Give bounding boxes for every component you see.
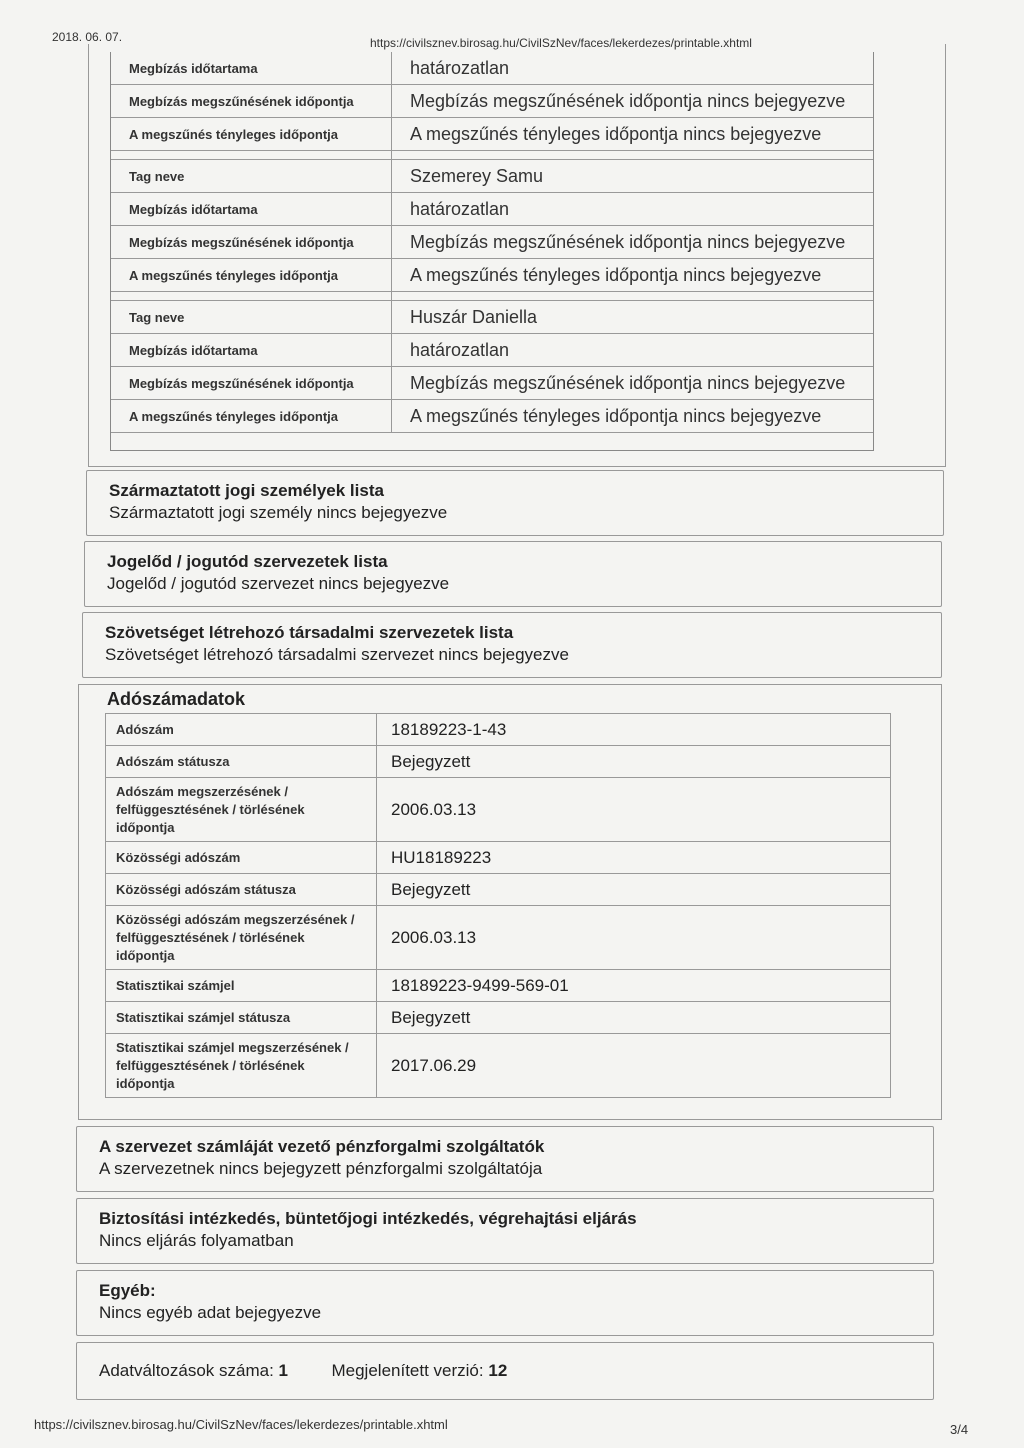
- row-value: 2017.06.29: [377, 1034, 891, 1098]
- table-row: [111, 52, 873, 85]
- print-date: 2018. 06. 07.: [52, 30, 123, 44]
- measures-section: [76, 1198, 934, 1264]
- changes-label: Adatváltozások száma:: [99, 1361, 274, 1380]
- row-value: 18189223-9499-569-01: [377, 970, 891, 1002]
- section-title: Jogelőd / jogutód szervezetek lista: [107, 552, 388, 571]
- section-body: Szövetséget létrehozó társadalmi szervezet nincs bejegyezve: [105, 645, 569, 664]
- row-label: Közösségi adószám megszerzésének / felfüggesztésének / törlésének időpontja: [106, 906, 377, 970]
- tax-data-section: [78, 684, 942, 1120]
- row-value: Bejegyzett: [377, 746, 891, 778]
- row-label: Megbízás időtartama: [111, 52, 392, 85]
- row-label: Statisztikai számjel: [106, 970, 377, 1002]
- table-row: [111, 193, 873, 226]
- row-label: Megbízás megszűnésének időpontja: [111, 367, 392, 400]
- row-label: Tag neve: [111, 160, 392, 193]
- table-row: [111, 334, 873, 367]
- table-row: [106, 874, 891, 906]
- section-title: Szövetséget létrehozó társadalmi szervezetek lista: [105, 623, 514, 642]
- member-name: Huszár Daniella: [392, 301, 874, 334]
- members-table-block: [110, 52, 874, 451]
- row-label: Megbízás megszűnésének időpontja: [111, 85, 392, 118]
- section-body: Nincs egyéb adat bejegyezve: [99, 1303, 322, 1322]
- row-label: Közösségi adószám: [106, 842, 377, 874]
- row-value: A megszűnés tényleges időpontja nincs bejegyezve: [392, 400, 874, 433]
- table-row: [111, 160, 873, 193]
- table-row: [106, 970, 891, 1002]
- version-value: 12: [488, 1361, 508, 1380]
- row-value: Bejegyzett: [377, 1002, 891, 1034]
- row-value: 2006.03.13: [377, 906, 891, 970]
- member-name: Szemerey Samu: [392, 160, 874, 193]
- row-value: Megbízás megszűnésének időpontja nincs bejegyezve: [392, 367, 874, 400]
- row-label: Adószám státusza: [106, 746, 377, 778]
- table-row: [106, 714, 891, 746]
- table-row: [111, 259, 873, 292]
- federation-section: [82, 612, 942, 678]
- section-title: A szervezet számláját vezető pénzforgalmi szolgáltatók: [99, 1137, 545, 1156]
- other-section: [76, 1270, 934, 1336]
- row-label: Megbízás időtartama: [111, 193, 392, 226]
- version-info-section: [76, 1342, 934, 1400]
- section-title: Adószámadatok: [107, 689, 246, 709]
- row-label: Közösségi adószám státusza: [106, 874, 377, 906]
- table-row: [111, 118, 873, 151]
- table-row: [106, 1034, 891, 1098]
- row-value: határozatlan: [392, 52, 874, 85]
- page-number: 3/4: [950, 1422, 969, 1437]
- row-label: Adószám megszerzésének / felfüggesztésének / törlésének időpontja: [106, 778, 377, 842]
- predecessor-section: [84, 541, 942, 607]
- payment-providers-section: [76, 1126, 934, 1192]
- table-row: [106, 1002, 891, 1034]
- table-row: [111, 226, 873, 259]
- row-label: Megbízás időtartama: [111, 334, 392, 367]
- section-body: A szervezetnek nincs bejegyzett pénzforgalmi szolgáltatója: [99, 1159, 543, 1178]
- section-body: Származtatott jogi személy nincs bejegyezve: [109, 503, 448, 522]
- row-value: Megbízás megszűnésének időpontja nincs bejegyezve: [392, 85, 874, 118]
- row-label: A megszűnés tényleges időpontja: [111, 259, 392, 292]
- row-gap: [111, 292, 873, 301]
- footer-url: https://civilsznev.birosag.hu/CivilSzNev/faces/lekerdezes/printable.xhtml: [34, 1417, 448, 1432]
- row-label: Statisztikai számjel státusza: [106, 1002, 377, 1034]
- row-value: A megszűnés tényleges időpontja nincs bejegyezve: [392, 259, 874, 292]
- table-row: [111, 400, 873, 433]
- row-label: Statisztikai számjel megszerzésének / felfüggesztésének / törlésének időpontja: [106, 1034, 377, 1098]
- row-gap: [111, 151, 873, 160]
- row-label: A megszűnés tényleges időpontja: [111, 118, 392, 151]
- version-label: Megjelenített verzió:: [331, 1361, 484, 1380]
- table-row: [106, 746, 891, 778]
- section-title: Egyéb:: [99, 1281, 156, 1300]
- tax-table: [105, 713, 891, 1098]
- table-row: [111, 301, 873, 334]
- row-value: A megszűnés tényleges időpontja nincs bejegyezve: [392, 118, 874, 151]
- derived-entities-section: [86, 470, 944, 536]
- row-value: 18189223-1-43: [377, 714, 891, 746]
- section-body: Nincs eljárás folyamatban: [99, 1231, 294, 1250]
- row-label: Megbízás megszűnésének időpontja: [111, 226, 392, 259]
- print-url: https://civilsznev.birosag.hu/CivilSzNev/faces/lekerdezes/printable.xhtml: [370, 36, 752, 50]
- table-row: [106, 842, 891, 874]
- row-value: 2006.03.13: [377, 778, 891, 842]
- row-value: határozatlan: [392, 334, 874, 367]
- section-body: Jogelőd / jogutód szervezet nincs bejegyezve: [107, 574, 450, 593]
- table-row: [106, 778, 891, 842]
- row-label: Adószám: [106, 714, 377, 746]
- table-row: [111, 367, 873, 400]
- row-label: Tag neve: [111, 301, 392, 334]
- row-value: HU18189223: [377, 842, 891, 874]
- section-title: Származtatott jogi személyek lista: [109, 481, 384, 500]
- changes-value: 1: [278, 1361, 289, 1380]
- section-title: Biztosítási intézkedés, büntetőjogi intézkedés, végrehajtási eljárás: [99, 1209, 637, 1228]
- version-info: [99, 1361, 911, 1381]
- members-table: [111, 52, 873, 433]
- table-row: [106, 906, 891, 970]
- row-label: A megszűnés tényleges időpontja: [111, 400, 392, 433]
- row-value: határozatlan: [392, 193, 874, 226]
- row-value: Bejegyzett: [377, 874, 891, 906]
- row-value: Megbízás megszűnésének időpontja nincs bejegyezve: [392, 226, 874, 259]
- table-row: [111, 85, 873, 118]
